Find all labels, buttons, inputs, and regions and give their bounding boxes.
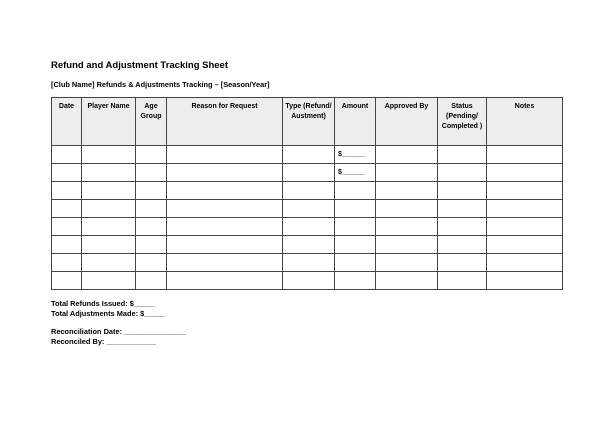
- cell-amount[interactable]: [335, 182, 376, 200]
- total-adjustments-made: Total Adjustments Made: $_____: [51, 309, 165, 318]
- cell-approved-by[interactable]: [376, 254, 438, 272]
- cell-approved-by[interactable]: [376, 200, 438, 218]
- cell-status[interactable]: [438, 164, 487, 182]
- cell-amount[interactable]: [335, 236, 376, 254]
- table-row: [52, 218, 563, 236]
- cell-type[interactable]: [283, 272, 335, 290]
- cell-date[interactable]: [52, 254, 82, 272]
- cell-notes[interactable]: [487, 272, 563, 290]
- header-player-name: Player Name: [82, 98, 136, 146]
- cell-reason[interactable]: [167, 236, 283, 254]
- table-row: [52, 164, 563, 182]
- cell-age-group[interactable]: [136, 236, 167, 254]
- cell-status[interactable]: [438, 146, 487, 164]
- cell-player-name[interactable]: [82, 254, 136, 272]
- cell-status[interactable]: [438, 254, 487, 272]
- reconciliation-section: [51, 327, 186, 347]
- cell-type[interactable]: [283, 146, 335, 164]
- cell-status[interactable]: [438, 182, 487, 200]
- cell-player-name[interactable]: [82, 218, 136, 236]
- cell-approved-by[interactable]: [376, 218, 438, 236]
- cell-player-name[interactable]: [82, 236, 136, 254]
- cell-player-name[interactable]: [82, 200, 136, 218]
- cell-notes[interactable]: [487, 218, 563, 236]
- cell-reason[interactable]: [167, 182, 283, 200]
- reconciled-by: Reconciled By: ____________: [51, 337, 156, 346]
- header-notes: Notes: [487, 98, 563, 146]
- cell-notes[interactable]: [487, 146, 563, 164]
- cell-approved-by[interactable]: [376, 272, 438, 290]
- cell-date[interactable]: [52, 146, 82, 164]
- table-body: [52, 146, 563, 290]
- header-age-group: Age Group: [136, 98, 167, 146]
- table-row: [52, 146, 563, 164]
- cell-age-group[interactable]: [136, 218, 167, 236]
- cell-player-name[interactable]: [82, 164, 136, 182]
- cell-age-group[interactable]: [136, 200, 167, 218]
- cell-reason[interactable]: [167, 146, 283, 164]
- cell-approved-by[interactable]: [376, 182, 438, 200]
- cell-status[interactable]: [438, 218, 487, 236]
- cell-notes[interactable]: [487, 254, 563, 272]
- cell-reason[interactable]: [167, 254, 283, 272]
- document-subtitle: [Club Name] Refunds & Adjustments Tracking – [Season/Year]: [51, 80, 270, 89]
- header-type: Type (Refund/ Austment): [283, 98, 335, 146]
- header-reason: Reason for Request: [167, 98, 283, 146]
- cell-date[interactable]: [52, 182, 82, 200]
- cell-type[interactable]: [283, 200, 335, 218]
- cell-age-group[interactable]: [136, 182, 167, 200]
- header-date: Date: [52, 98, 82, 146]
- cell-type[interactable]: [283, 254, 335, 272]
- cell-date[interactable]: [52, 236, 82, 254]
- header-status: Status (Pending/ Completed ): [438, 98, 487, 146]
- cell-status[interactable]: [438, 236, 487, 254]
- total-refunds-issued: Total Refunds Issued: $_____: [51, 299, 155, 308]
- document-title: Refund and Adjustment Tracking Sheet: [51, 60, 229, 71]
- cell-notes[interactable]: [487, 164, 563, 182]
- cell-amount[interactable]: $______: [335, 164, 376, 182]
- cell-reason[interactable]: [167, 272, 283, 290]
- cell-amount[interactable]: [335, 254, 376, 272]
- cell-player-name[interactable]: [82, 272, 136, 290]
- cell-date[interactable]: [52, 164, 82, 182]
- cell-approved-by[interactable]: [376, 164, 438, 182]
- cell-age-group[interactable]: [136, 272, 167, 290]
- cell-notes[interactable]: [487, 236, 563, 254]
- table-header-row: [52, 98, 563, 146]
- cell-type[interactable]: [283, 182, 335, 200]
- table-row: [52, 254, 563, 272]
- totals-section: [51, 299, 165, 319]
- header-approved-by: Approved By: [376, 98, 438, 146]
- cell-notes[interactable]: [487, 182, 563, 200]
- cell-amount[interactable]: [335, 272, 376, 290]
- cell-age-group[interactable]: [136, 164, 167, 182]
- cell-type[interactable]: [283, 236, 335, 254]
- cell-approved-by[interactable]: [376, 236, 438, 254]
- cell-player-name[interactable]: [82, 146, 136, 164]
- reconciliation-date: Reconciliation Date: _______________: [51, 327, 186, 336]
- cell-amount[interactable]: [335, 200, 376, 218]
- cell-reason[interactable]: [167, 200, 283, 218]
- cell-date[interactable]: [52, 200, 82, 218]
- cell-reason[interactable]: [167, 218, 283, 236]
- cell-amount[interactable]: [335, 218, 376, 236]
- cell-approved-by[interactable]: [376, 146, 438, 164]
- cell-status[interactable]: [438, 272, 487, 290]
- table-row: [52, 236, 563, 254]
- table-row: [52, 272, 563, 290]
- table-row: [52, 182, 563, 200]
- cell-age-group[interactable]: [136, 254, 167, 272]
- table-row: [52, 200, 563, 218]
- cell-player-name[interactable]: [82, 182, 136, 200]
- header-amount: Amount: [335, 98, 376, 146]
- cell-type[interactable]: [283, 164, 335, 182]
- cell-age-group[interactable]: [136, 146, 167, 164]
- cell-date[interactable]: [52, 272, 82, 290]
- cell-reason[interactable]: [167, 164, 283, 182]
- cell-status[interactable]: [438, 200, 487, 218]
- cell-amount[interactable]: $______: [335, 146, 376, 164]
- cell-notes[interactable]: [487, 200, 563, 218]
- tracking-table: [51, 97, 563, 290]
- cell-date[interactable]: [52, 218, 82, 236]
- cell-type[interactable]: [283, 218, 335, 236]
